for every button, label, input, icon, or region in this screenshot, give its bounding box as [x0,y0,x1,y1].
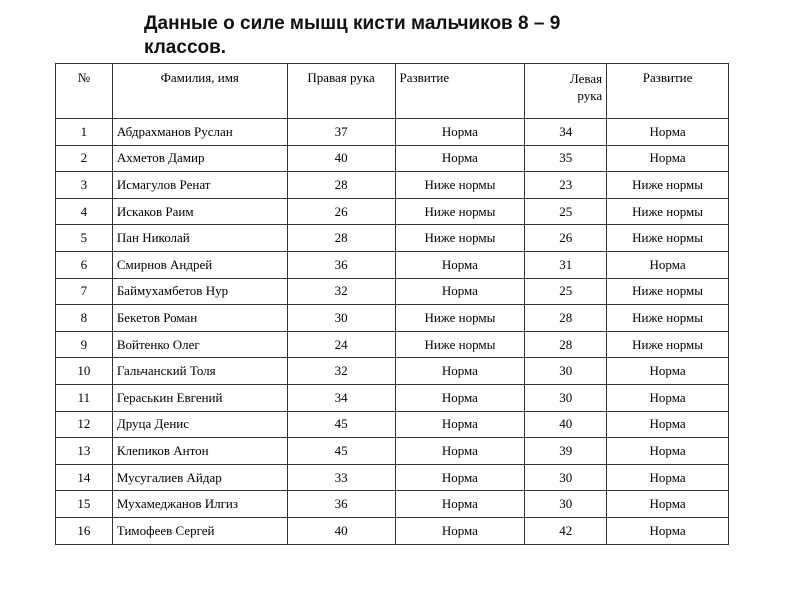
cell-development-left: Ниже нормы [607,172,729,199]
header-development-left: Развитие [607,64,729,119]
cell-right-hand: 24 [287,331,395,358]
table-header-row [56,64,729,119]
cell-development-left: Норма [607,358,729,385]
table-row [56,517,729,544]
cell-development-right: Норма [395,438,525,465]
cell-name: Бекетов Роман [112,305,287,332]
cell-development-right: Норма [395,464,525,491]
cell-num: 5 [56,225,113,252]
cell-left-hand: 28 [525,305,607,332]
cell-development-left: Норма [607,491,729,518]
cell-development-right: Норма [395,145,525,172]
cell-num: 4 [56,198,113,225]
cell-development-right: Норма [395,491,525,518]
header-left-hand-line1: Левая [569,71,603,86]
cell-development-right: Ниже нормы [395,172,525,199]
table-row [56,491,729,518]
cell-name: Пан Николай [112,225,287,252]
header-development-right: Развитие [395,64,525,119]
cell-right-hand: 36 [287,251,395,278]
cell-left-hand: 39 [525,438,607,465]
cell-num: 12 [56,411,113,438]
cell-left-hand: 30 [525,358,607,385]
cell-num: 14 [56,464,113,491]
cell-name: Баймухамбетов Нур [112,278,287,305]
cell-name: Войтенко Олег [112,331,287,358]
table-row [56,384,729,411]
header-num: № [56,64,113,119]
table-row [56,464,729,491]
cell-num: 15 [56,491,113,518]
cell-right-hand: 30 [287,305,395,332]
cell-num: 8 [56,305,113,332]
cell-num: 13 [56,438,113,465]
cell-development-left: Норма [607,384,729,411]
cell-development-left: Ниже нормы [607,305,729,332]
cell-right-hand: 33 [287,464,395,491]
cell-development-right: Ниже нормы [395,305,525,332]
cell-right-hand: 34 [287,384,395,411]
cell-left-hand: 35 [525,145,607,172]
cell-num: 3 [56,172,113,199]
page-title: Данные о силе мышц кисти мальчиков 8 – 9 классов. [144,13,561,58]
cell-right-hand: 28 [287,225,395,252]
table-row [56,331,729,358]
cell-development-right: Ниже нормы [395,225,525,252]
cell-num: 6 [56,251,113,278]
cell-name: Мусугалиев Айдар [112,464,287,491]
table-row [56,278,729,305]
table-row [56,198,729,225]
cell-development-right: Ниже нормы [395,331,525,358]
cell-left-hand: 42 [525,517,607,544]
cell-num: 10 [56,358,113,385]
cell-name: Клепиков Антон [112,438,287,465]
cell-development-right: Норма [395,384,525,411]
cell-right-hand: 32 [287,278,395,305]
cell-development-left: Норма [607,517,729,544]
cell-left-hand: 30 [525,464,607,491]
cell-name: Абдрахманов Руслан [112,119,287,146]
cell-development-left: Норма [607,145,729,172]
cell-development-left: Ниже нормы [607,225,729,252]
header-right-hand: Правая рука [287,64,395,119]
cell-left-hand: 34 [525,119,607,146]
cell-name: Гераськин Евгений [112,384,287,411]
cell-name: Ахметов Дамир [112,145,287,172]
table-row [56,358,729,385]
cell-left-hand: 26 [525,225,607,252]
cell-left-hand: 30 [525,491,607,518]
cell-development-right: Норма [395,358,525,385]
cell-development-right: Ниже нормы [395,198,525,225]
cell-development-left: Норма [607,411,729,438]
table-row [56,411,729,438]
cell-right-hand: 32 [287,358,395,385]
cell-left-hand: 30 [525,384,607,411]
cell-development-left: Норма [607,438,729,465]
cell-development-right: Норма [395,251,525,278]
cell-right-hand: 37 [287,119,395,146]
cell-right-hand: 28 [287,172,395,199]
cell-development-left: Ниже нормы [607,278,729,305]
cell-num: 2 [56,145,113,172]
cell-num: 11 [56,384,113,411]
cell-left-hand: 25 [525,278,607,305]
cell-left-hand: 31 [525,251,607,278]
cell-num: 9 [56,331,113,358]
cell-name: Друца Денис [112,411,287,438]
table-row [56,119,729,146]
cell-left-hand: 28 [525,331,607,358]
header-name: Фамилия, имя [112,64,287,119]
cell-right-hand: 45 [287,411,395,438]
cell-development-left: Ниже нормы [607,198,729,225]
cell-right-hand: 36 [287,491,395,518]
cell-name: Гальчанский Толя [112,358,287,385]
cell-right-hand: 45 [287,438,395,465]
cell-right-hand: 40 [287,145,395,172]
cell-name: Смирнов Андрей [112,251,287,278]
header-left-hand [525,64,607,119]
table-row [56,305,729,332]
table-row [56,251,729,278]
cell-right-hand: 26 [287,198,395,225]
cell-num: 7 [56,278,113,305]
cell-development-left: Ниже нормы [607,331,729,358]
cell-left-hand: 40 [525,411,607,438]
cell-right-hand: 40 [287,517,395,544]
header-left-hand-line2: рука [577,88,603,103]
table-row [56,438,729,465]
cell-num: 16 [56,517,113,544]
cell-name: Искаков Раим [112,198,287,225]
cell-name: Тимофеев Сергей [112,517,287,544]
table-row [56,145,729,172]
cell-development-right: Норма [395,517,525,544]
cell-development-right: Норма [395,278,525,305]
table-row [56,172,729,199]
cell-development-left: Норма [607,251,729,278]
strength-table [55,63,729,545]
cell-development-right: Норма [395,119,525,146]
cell-left-hand: 23 [525,172,607,199]
cell-left-hand: 25 [525,198,607,225]
cell-development-left: Норма [607,119,729,146]
cell-num: 1 [56,119,113,146]
table-row [56,225,729,252]
cell-name: Исмагулов Ренат [112,172,287,199]
cell-development-left: Норма [607,464,729,491]
cell-development-right: Норма [395,411,525,438]
cell-name: Мухамеджанов Илгиз [112,491,287,518]
